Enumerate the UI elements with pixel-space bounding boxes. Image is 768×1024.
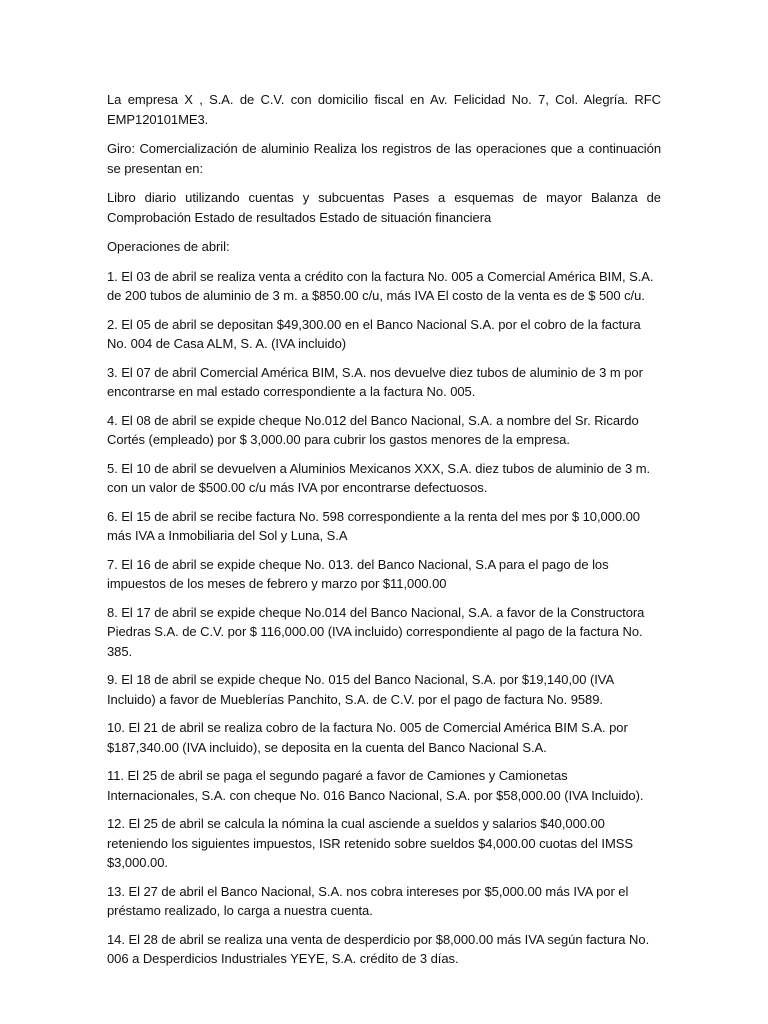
operation-item: 9. El 18 de abril se expide cheque No. 015 del Banco Nacional, S.A. por $19,140,00 (IVA Incluido) a favor de Mueblerías Panchito, S.A. de C.V. por el pago de factura No. 9589. [107, 672, 614, 707]
operation-item: 1. El 03 de abril se realiza venta a crédito con la factura No. 005 a Comercial América BIM, S.A. de 200 tubos de aluminio de 3 m. a $850.00 c/u, más IVA El costo de la venta es de $ 500 c/u. [107, 268, 654, 303]
operation-item: 5. El 10 de abril se devuelven a Aluminios Mexicanos XXX, S.A. diez tubos de aluminio de 3 m. con un valor de $500.00 c/u más IVA por encontrarse defectuosos. [107, 460, 651, 495]
operation-item: 14. El 28 de abril se realiza una venta de desperdicio por $8,000.00 más IVA según factura No. 006 a Desperdicios Industriales YEYE, S.A. crédito de 3 días. [107, 931, 650, 966]
operation-item: 12. El 25 de abril se calcula la nómina la cual asciende a sueldos y salarios $40,000.00 reteniendo los siguientes impuestos, ISR retenido sobre sueldos $4,000.00 cuotas del IMSS $3,000.00. [107, 816, 633, 870]
operations-list [107, 267, 661, 969]
operation-item: 3. El 07 de abril Comercial América BIM, S.A. nos devuelve diez tubos de aluminio de 3 m por encontrarse en mal estado correspondiente a la factura No. 005. [107, 364, 643, 399]
operation-item: 11. El 25 de abril se paga el segundo pagaré a favor de Camiones y Camionetas Internacionales, S.A. con cheque No. 016 Banco Nacional, S.A. por $58,000.00 (IVA Incluido). [107, 768, 644, 803]
company-description: La empresa X , S.A. de C.V. con domicilio fiscal en Av. Felicidad No. 7, Col. Alegría. RFC EMP120101ME3. [107, 92, 661, 127]
required-reports: Libro diario utilizando cuentas y subcuentas Pases a esquemas de mayor Balanza de Comprobación Estado de resultados Estado de situación financiera [107, 190, 661, 225]
operation-item: 6. El 15 de abril se recibe factura No. 598 correspondiente a la renta del mes por $ 10,000.00 más IVA a Inmobiliaria del Sol y Luna, S.A [107, 508, 640, 543]
operation-item: 7. El 16 de abril se expide cheque No. 013. del Banco Nacional, S.A para el pago de los impuestos de los meses de febrero y marzo por $11,000.00 [107, 556, 609, 591]
operation-item: 13. El 27 de abril el Banco Nacional, S.A. nos cobra intereses por $5,000.00 más IVA por el préstamo realizado, lo carga a nuestra cuenta. [107, 883, 629, 918]
operation-item: 2. El 05 de abril se depositan $49,300.00 en el Banco Nacional S.A. por el cobro de la factura No. 004 de Casa ALM, S. A. (IVA incluido) [107, 316, 641, 351]
operation-item: 4. El 08 de abril se expide cheque No.012 del Banco Nacional, S.A. a nombre del Sr. Ricardo Cortés (empleado) por $ 3,000.00 para cubrir los gastos menores de la empresa. [107, 412, 639, 447]
operation-item: 8. El 17 de abril se expide cheque No.014 del Banco Nacional, S.A. a favor de la Constructora Piedras S.A. de C.V. por $ 116,000.00 (IVA incluido) correspondiente al pago de la factura No. 385. [107, 604, 645, 659]
operations-heading: Operaciones de abril: [107, 239, 230, 254]
business-line: Giro: Comercialización de aluminio Realiza los registros de las operaciones que a continuación se presentan en: [107, 141, 661, 176]
operation-item: 10. El 21 de abril se realiza cobro de la factura No. 005 de Comercial América BIM S.A. por $187,340.00 (IVA incluido), se deposita en la cuenta del Banco Nacional S.A. [107, 720, 628, 755]
